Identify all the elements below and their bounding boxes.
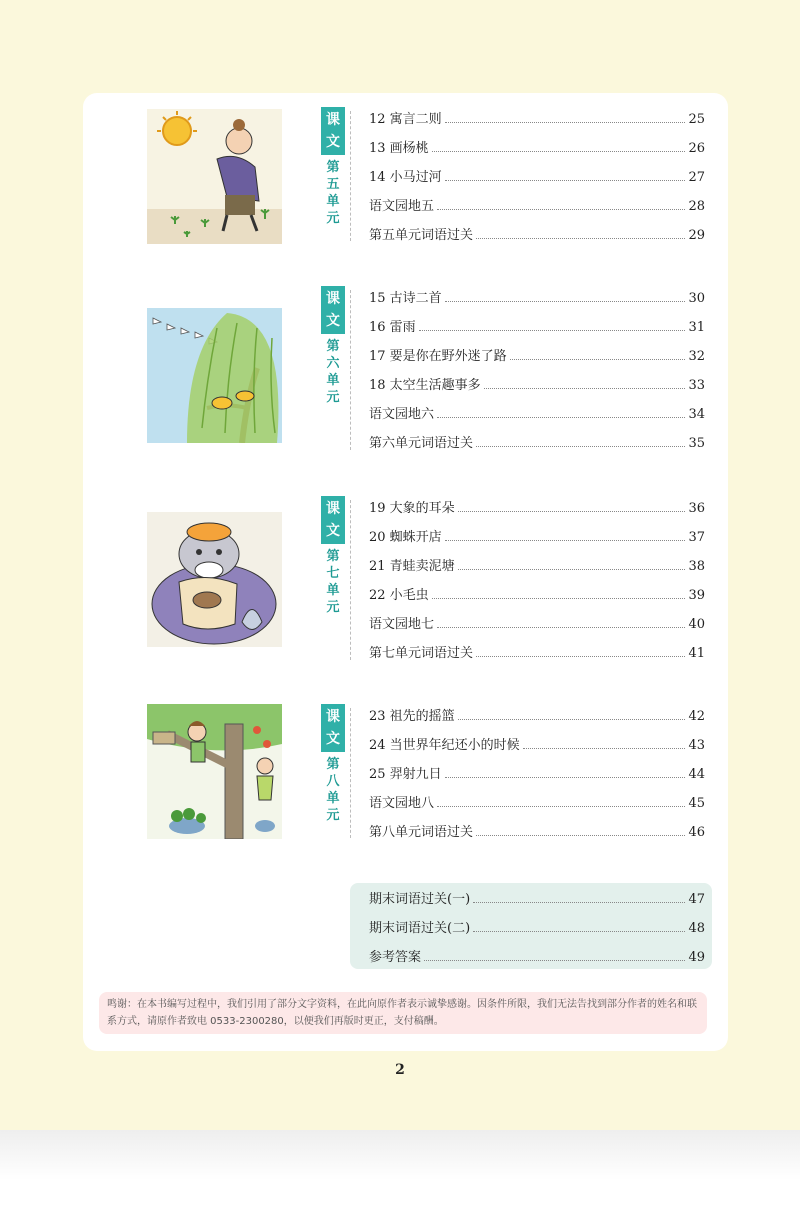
unit-name: 第八单元 [326,757,340,823]
toc-entry-final[interactable]: 期末词语过关(二) 48 [369,921,705,936]
toc-entry[interactable]: 22 小毛虫 39 [369,588,705,603]
toc-entry[interactable]: 20 蜘蛛开店 37 [369,530,705,545]
toc-entry[interactable]: 第五单元词语过关 29 [369,228,705,243]
toc-entry[interactable]: 18 太空生活趣事多 33 [369,378,705,393]
unit-8 [83,704,728,844]
toc-entry[interactable]: 13 画杨桃 26 [369,141,705,156]
toc-entry-final[interactable]: 期末词语过关(一) 47 [369,892,705,907]
unit-name: 第五单元 [326,160,340,226]
toc-entry-answers[interactable]: 参考答案 49 [369,950,705,965]
unit-5 [83,107,728,247]
divider-line [350,290,351,450]
toc-entry[interactable]: 语文园地六 34 [369,407,705,422]
lesson-tag: 课文 [321,107,345,155]
toc-entry[interactable]: 12 寓言二则 25 [369,112,705,127]
toc-entry[interactable]: 第八单元词语过关 46 [369,825,705,840]
unit-8-tag [321,704,349,824]
toc-entry[interactable]: 15 古诗二首 30 [369,291,705,306]
toc-entry[interactable]: 语文园地五 28 [369,199,705,214]
unit-6 [83,286,728,456]
toc-entry[interactable]: 24 当世界年纪还小的时候 43 [369,738,705,753]
willow-tree-birds-illustration [147,308,282,443]
divider-line [350,708,351,838]
lesson-tag: 课文 [321,704,345,752]
toc-entry[interactable]: 第六单元词语过关 35 [369,436,705,451]
unit-name: 第六单元 [326,339,340,405]
lesson-tag: 课文 [321,286,345,334]
toc-card [83,93,728,1051]
unit-7 [83,496,728,666]
toc-entry[interactable]: 19 大象的耳朵 36 [369,501,705,516]
farmer-planting-seedlings-illustration [147,109,282,244]
divider-line [350,111,351,241]
toc-entry[interactable]: 语文园地七 40 [369,617,705,632]
lesson-tag: 课文 [321,496,345,544]
toc-entry[interactable]: 14 小马过河 27 [369,170,705,185]
toc-entry[interactable]: 16 雷雨 31 [369,320,705,335]
toc-entry[interactable]: 17 要是你在野外迷了路 32 [369,349,705,364]
unit-7-tag [321,496,349,616]
toc-entry[interactable]: 第七单元词语过关 41 [369,646,705,661]
page-shadow [0,1130,800,1180]
toc-entry[interactable]: 25 羿射九日 44 [369,767,705,782]
divider-line [350,500,351,660]
toc-entry[interactable]: 语文园地八 45 [369,796,705,811]
children-in-tree-illustration [147,704,282,839]
unit-5-tag [321,107,349,227]
acknowledgement-notice: 鸣谢：在本书编写过程中，我们引用了部分文字资料，在此向原作者表示诚挚感谢。因条件所限，我们无法告找到部分作者的姓名和联系方式，请原作者致电 0533-2300280，以便我们再版时更正，支付稿酬。 [99,992,707,1034]
unit-6-tag [321,286,349,406]
toc-entry[interactable]: 21 青蛙卖泥塘 38 [369,559,705,574]
elephant-with-nest-illustration [147,512,282,647]
page-number: 2 [395,1062,405,1078]
toc-entry[interactable]: 23 祖先的摇篮 42 [369,709,705,724]
unit-name: 第七单元 [326,549,340,615]
